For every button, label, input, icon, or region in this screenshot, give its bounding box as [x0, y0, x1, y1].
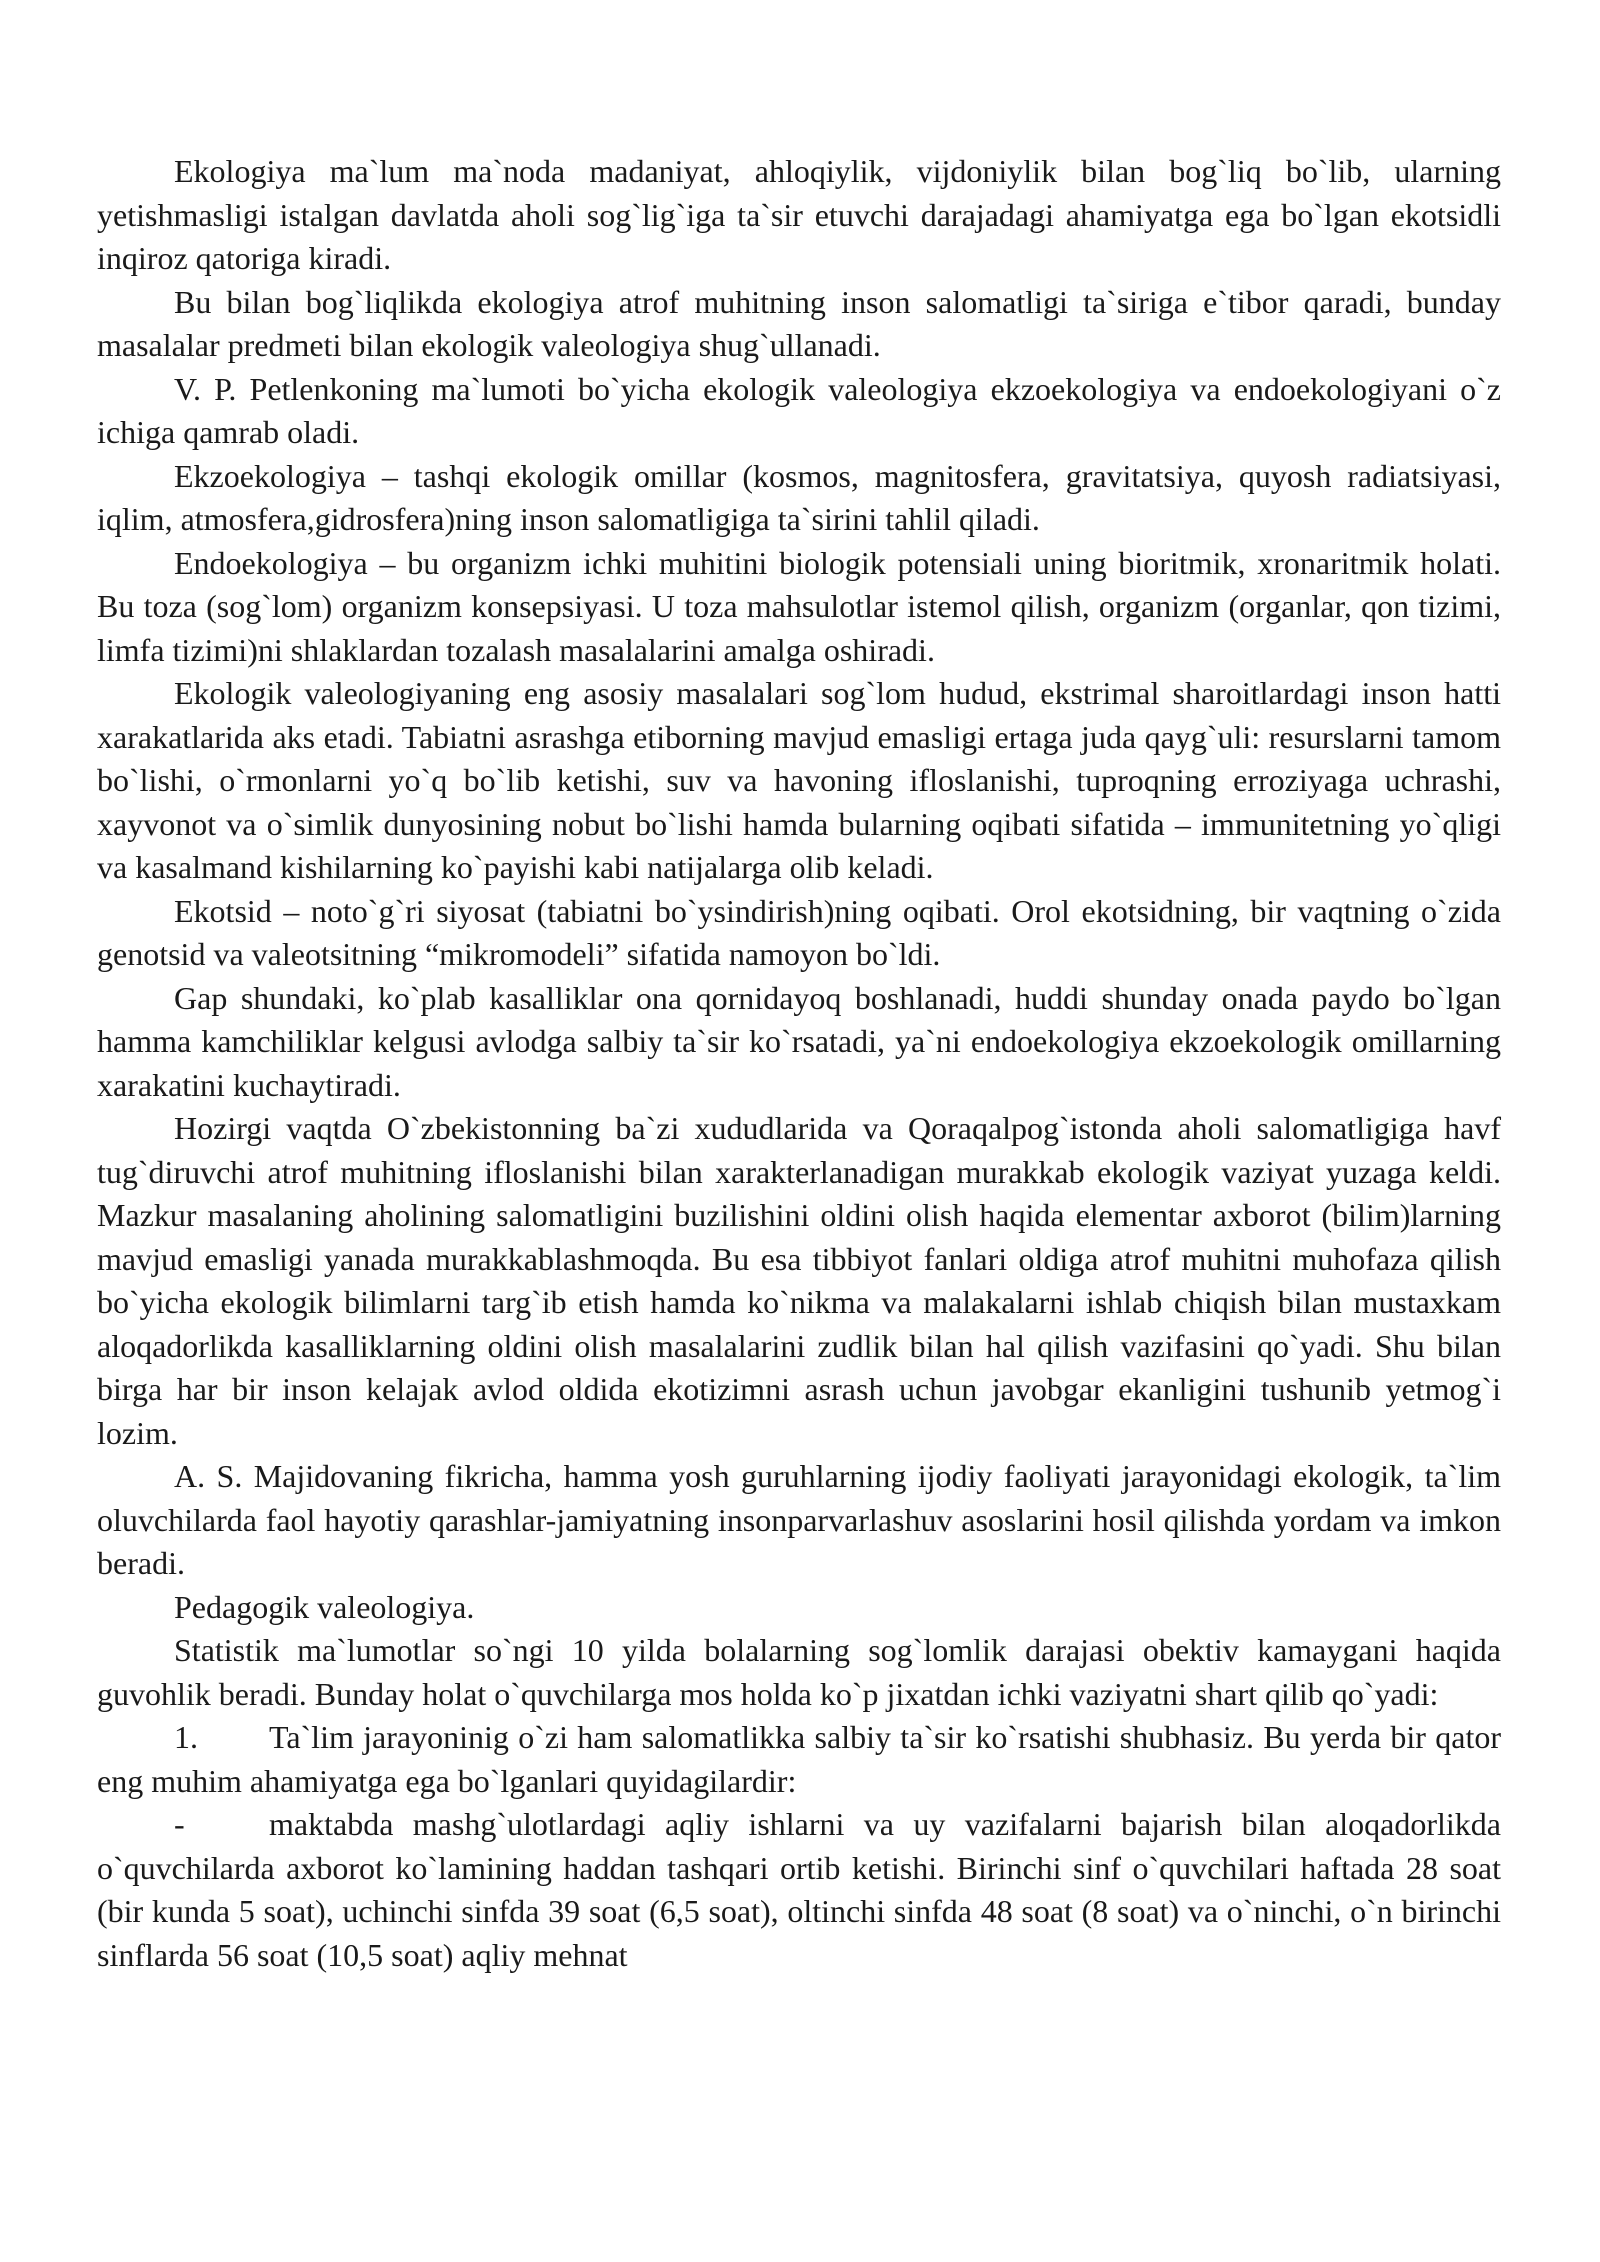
paragraph: Statistik ma`lumotlar so`ngi 10 yilda bolalarning sog`lomlik darajasi obektiv kamaygani haqida guvohlik beradi. Bunday holat o`quvchilarga mos holda ko`p jixatdan ichki vaziyatni shart qilib qo`yadi:: [97, 1632, 1501, 1712]
list-marker: -: [174, 1806, 185, 1842]
paragraph: Ekzoekologiya – tashqi ekologik omillar (kosmos, magnitosfera, gravitatsiya, quyosh radiatsiyasi, iqlim, atmosfera,gidrosfera)ning inson salomatligiga ta`sirini tahlil qiladi.: [97, 457, 1501, 537]
paragraph: Ekologik valeologiyaning eng asosiy masalalari sog`lom hudud, ekstrimal sharoitlardagi inson hatti xarakatlarida aks etadi. Tabiatni asrashga etiborning mavjud emasligi ertaga juda qayg`uli: resurslarni tamom bo`lishi, o`rmonlarni yo`q bo`lib ketishi, suv va havoning ifloslanishi, tuproqning erroziyaga uchrashi, xayvonot va o`simlik dunyosining nobut bo`lishi hamda bularning oqibati sifatida – immunitetning yo`qligi va kasalmand kishilarning ko`payishi kabi natijalarga olib keladi.: [97, 675, 1501, 885]
paragraph: Ekologiya ma`lum ma`noda madaniyat, ahloqiylik, vijdoniylik bilan bog`liq bo`lib, ularning yetishmasligi istalgan davlatda aholi sog`lig`iga ta`sir etuvchi darajadagi ahamiyatga ega bo`lgan ekotsidli inqiroz qatoriga kiradi.: [97, 153, 1501, 276]
document-page: [97, 150, 1501, 1977]
list-marker: 1.: [174, 1719, 198, 1755]
paragraph: A. S. Majidovaning fikricha, hamma yosh guruhlarning ijodiy faoliyati jarayonidagi ekologik, ta`lim oluvchilarda faol hayotiy qarashlar-jamiyatning insonparvarlashuv asoslarini hosil qilishda yordam va imkon beradi.: [97, 1458, 1501, 1581]
bullet-list-item: [97, 1803, 1501, 1977]
numbered-list-item: [97, 1716, 1501, 1803]
paragraph: Ekotsid – noto`g`ri siyosat (tabiatni bo`ysindirish)ning oqibati. Orol ekotsidning, bir vaqtning o`zida genotsid va valeotsitning “mikromodeli” sifatida namoyon bo`ldi.: [97, 892, 1501, 972]
list-item-text: Ta`lim jarayoninig o`zi ham salomatlikka salbiy ta`sir ko`rsatishi shubhasiz. Bu yerda bir qator eng muhim ahamiyatga ega bo`lganlari quyidagilardir:: [97, 1719, 1501, 1799]
paragraph: Endoekologiya – bu organizm ichki muhitini biologik potensiali uning bioritmik, xronaritmik holati. Bu toza (sog`lom) organizm konsepsiyasi. U toza mahsulotlar istemol qilish, organizm (organlar, qon tizimi, limfa tizimi)ni shlaklardan tozalash masalalarini amalga oshiradi.: [97, 544, 1501, 668]
list-item-text: maktabda mashg`ulotlardagi aqliy ishlarni va uy vazifalarni bajarish bilan aloqadorlikda o`quvchilarda axborot ko`lamining haddan tashqari ortib ketishi. Birinchi sinf o`quvchilari haftada 28 soat (bir kunda 5 soat), uchinchi sinfda 39 soat (6,5 soat), oltinchi sinfda 48 soat (8 soat) va o`ninchi, o`n birinchi sinflarda 56 soat (10,5 soat) aqliy mehnat: [97, 1806, 1501, 1973]
paragraph: Bu bilan bog`liqlikda ekologiya atrof muhitning inson salomatligi ta`siriga e`tibor qaradi, bunday masalalar predmeti bilan ekologik valeologiya shug`ullanadi.: [97, 283, 1501, 363]
paragraph: Hozirgi vaqtda O`zbekistonning ba`zi xududlarida va Qoraqalpog`istonda aholi salomatligiga havf tug`diruvchi atrof muhitning ifloslanishi bilan xarakterlanadigan murakkab ekologik vaziyat yuzaga keldi. Mazkur masalaning aholining salomatligini buzilishini oldini olish haqida elementar axborot (bilim)larning mavjud emasligi yanada murakkablashmoqda. Bu esa tibbiyot fanlari oldiga atrof muhitni muhofaza qilish bo`yicha ekologik bilimlarni targ`ib etish hamda ko`nikma va malakalarni ishlab chiqish bilan mustaxkam aloqadorlikda kasalliklarning oldini olish masalalarini zudlik bilan hal qilish vazifasini qo`yadi. Shu bilan birga har bir inson kelajak avlod oldida ekotizimni asrash uchun javobgar ekanligini tushunib yetmog`i lozim.: [97, 1110, 1501, 1451]
paragraph: V. P. Petlenkoning ma`lumoti bo`yicha ekologik valeologiya ekzoekologiya va endoekologiyani o`z ichiga qamrab oladi.: [97, 370, 1501, 450]
paragraph: Gap shundaki, ko`plab kasalliklar ona qornidayoq boshlanadi, huddi shunday onada paydo bo`lgan hamma kamchiliklar kelgusi avlodga salbiy ta`sir ko`rsatadi, ya`ni endoekologiya ekzoekologik omillarning xarakatini kuchaytiradi.: [97, 979, 1501, 1103]
section-heading: Pedagogik valeologiya.: [174, 1588, 475, 1625]
